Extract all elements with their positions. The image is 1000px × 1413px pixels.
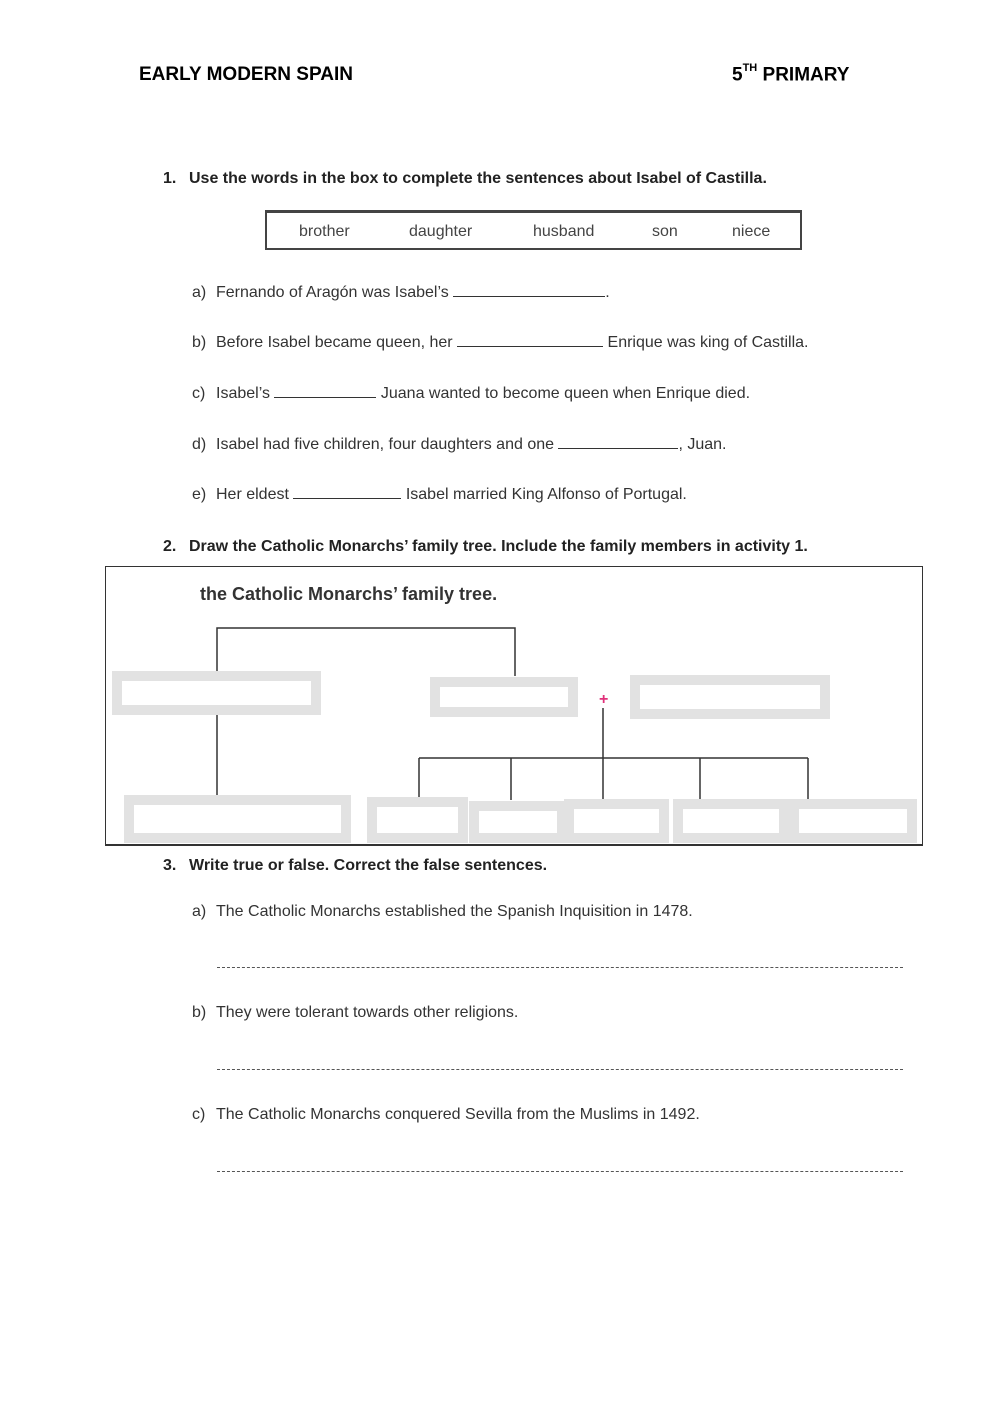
sentence-label: a) xyxy=(192,284,207,301)
grade-text: PRIMARY xyxy=(762,64,850,86)
q1-number: 1. xyxy=(163,170,177,187)
statement-text: The Catholic Monarchs conquered Sevilla from the Muslims in 1492. xyxy=(216,1106,700,1123)
parents-connector xyxy=(217,628,515,676)
name-box-fernando[interactable] xyxy=(635,680,825,714)
name-box-child-2[interactable] xyxy=(474,806,562,838)
name-box-niece[interactable] xyxy=(129,800,346,838)
sentence-label: b) xyxy=(192,334,207,351)
sentence-label: c) xyxy=(192,385,206,402)
q2-instruction-text: Draw the Catholic Monarchs’ family tree. Include the family members in activity 1. xyxy=(189,538,808,555)
sentence-text-before: Isabel had five children, four daughters and one xyxy=(216,436,555,453)
name-box-sibling[interactable] xyxy=(117,676,316,710)
name-box-child-5[interactable] xyxy=(794,804,912,838)
children-drops xyxy=(419,758,808,800)
grade-superscript: TH xyxy=(742,62,758,74)
statement-label: a) xyxy=(192,903,207,920)
grade-number: 5 xyxy=(732,64,743,86)
sentence-text-before: Her eldest xyxy=(216,486,289,503)
sentence-text-after: , Juan. xyxy=(678,436,727,453)
word-daughter: daughter xyxy=(409,223,473,240)
name-box-isabel[interactable] xyxy=(435,682,573,712)
q3-statement-b xyxy=(192,1004,518,1022)
answer-line-b[interactable] xyxy=(217,1069,903,1070)
word-brother: brother xyxy=(299,223,350,240)
q3-statement-a xyxy=(192,903,693,921)
sentence-text-before: Fernando of Aragón was Isabel’s xyxy=(216,284,449,301)
sentence-label: e) xyxy=(192,486,207,503)
name-box-child-1[interactable] xyxy=(372,802,463,838)
answer-line-a[interactable] xyxy=(217,967,903,968)
answer-line-c[interactable] xyxy=(217,1171,903,1172)
sentence-text-before: Isabel’s xyxy=(216,385,270,402)
word-son: son xyxy=(652,223,678,240)
worksheet-title: EARLY MODERN SPAIN xyxy=(139,64,353,85)
sentence-label: d) xyxy=(192,436,207,453)
statement-text: The Catholic Monarchs established the Spanish Inquisition in 1478. xyxy=(216,903,693,920)
sentence-text-after: Isabel married King Alfonso of Portugal. xyxy=(405,486,687,503)
word-niece: niece xyxy=(732,223,771,240)
statement-label: c) xyxy=(192,1106,206,1123)
marriage-plus-sign: + xyxy=(599,691,609,708)
q2-number: 2. xyxy=(163,538,177,555)
q1-instruction-text: Use the words in the box to complete the sentences about Isabel of Castilla. xyxy=(189,170,767,187)
q3-instruction-text: Write true or false. Correct the false sentences. xyxy=(189,857,548,874)
q3-statement-c xyxy=(192,1106,700,1124)
sentence-text-after: . xyxy=(605,284,610,301)
sentence-text-after: Juana wanted to become queen when Enrique died. xyxy=(380,385,751,402)
q3-instruction xyxy=(163,857,547,875)
family-tree-title: the Catholic Monarchs’ family tree. xyxy=(200,584,498,604)
statement-text: They were tolerant towards other religions. xyxy=(216,1004,519,1021)
sentence-text-after: Enrique was king of Castilla. xyxy=(607,334,809,351)
sentence-text-before: Before Isabel became queen, her xyxy=(216,334,453,351)
statement-label: b) xyxy=(192,1004,207,1021)
name-box-child-3[interactable] xyxy=(569,804,664,838)
name-box-child-4[interactable] xyxy=(678,804,784,838)
q3-number: 3. xyxy=(163,857,177,874)
word-husband: husband xyxy=(533,223,595,240)
